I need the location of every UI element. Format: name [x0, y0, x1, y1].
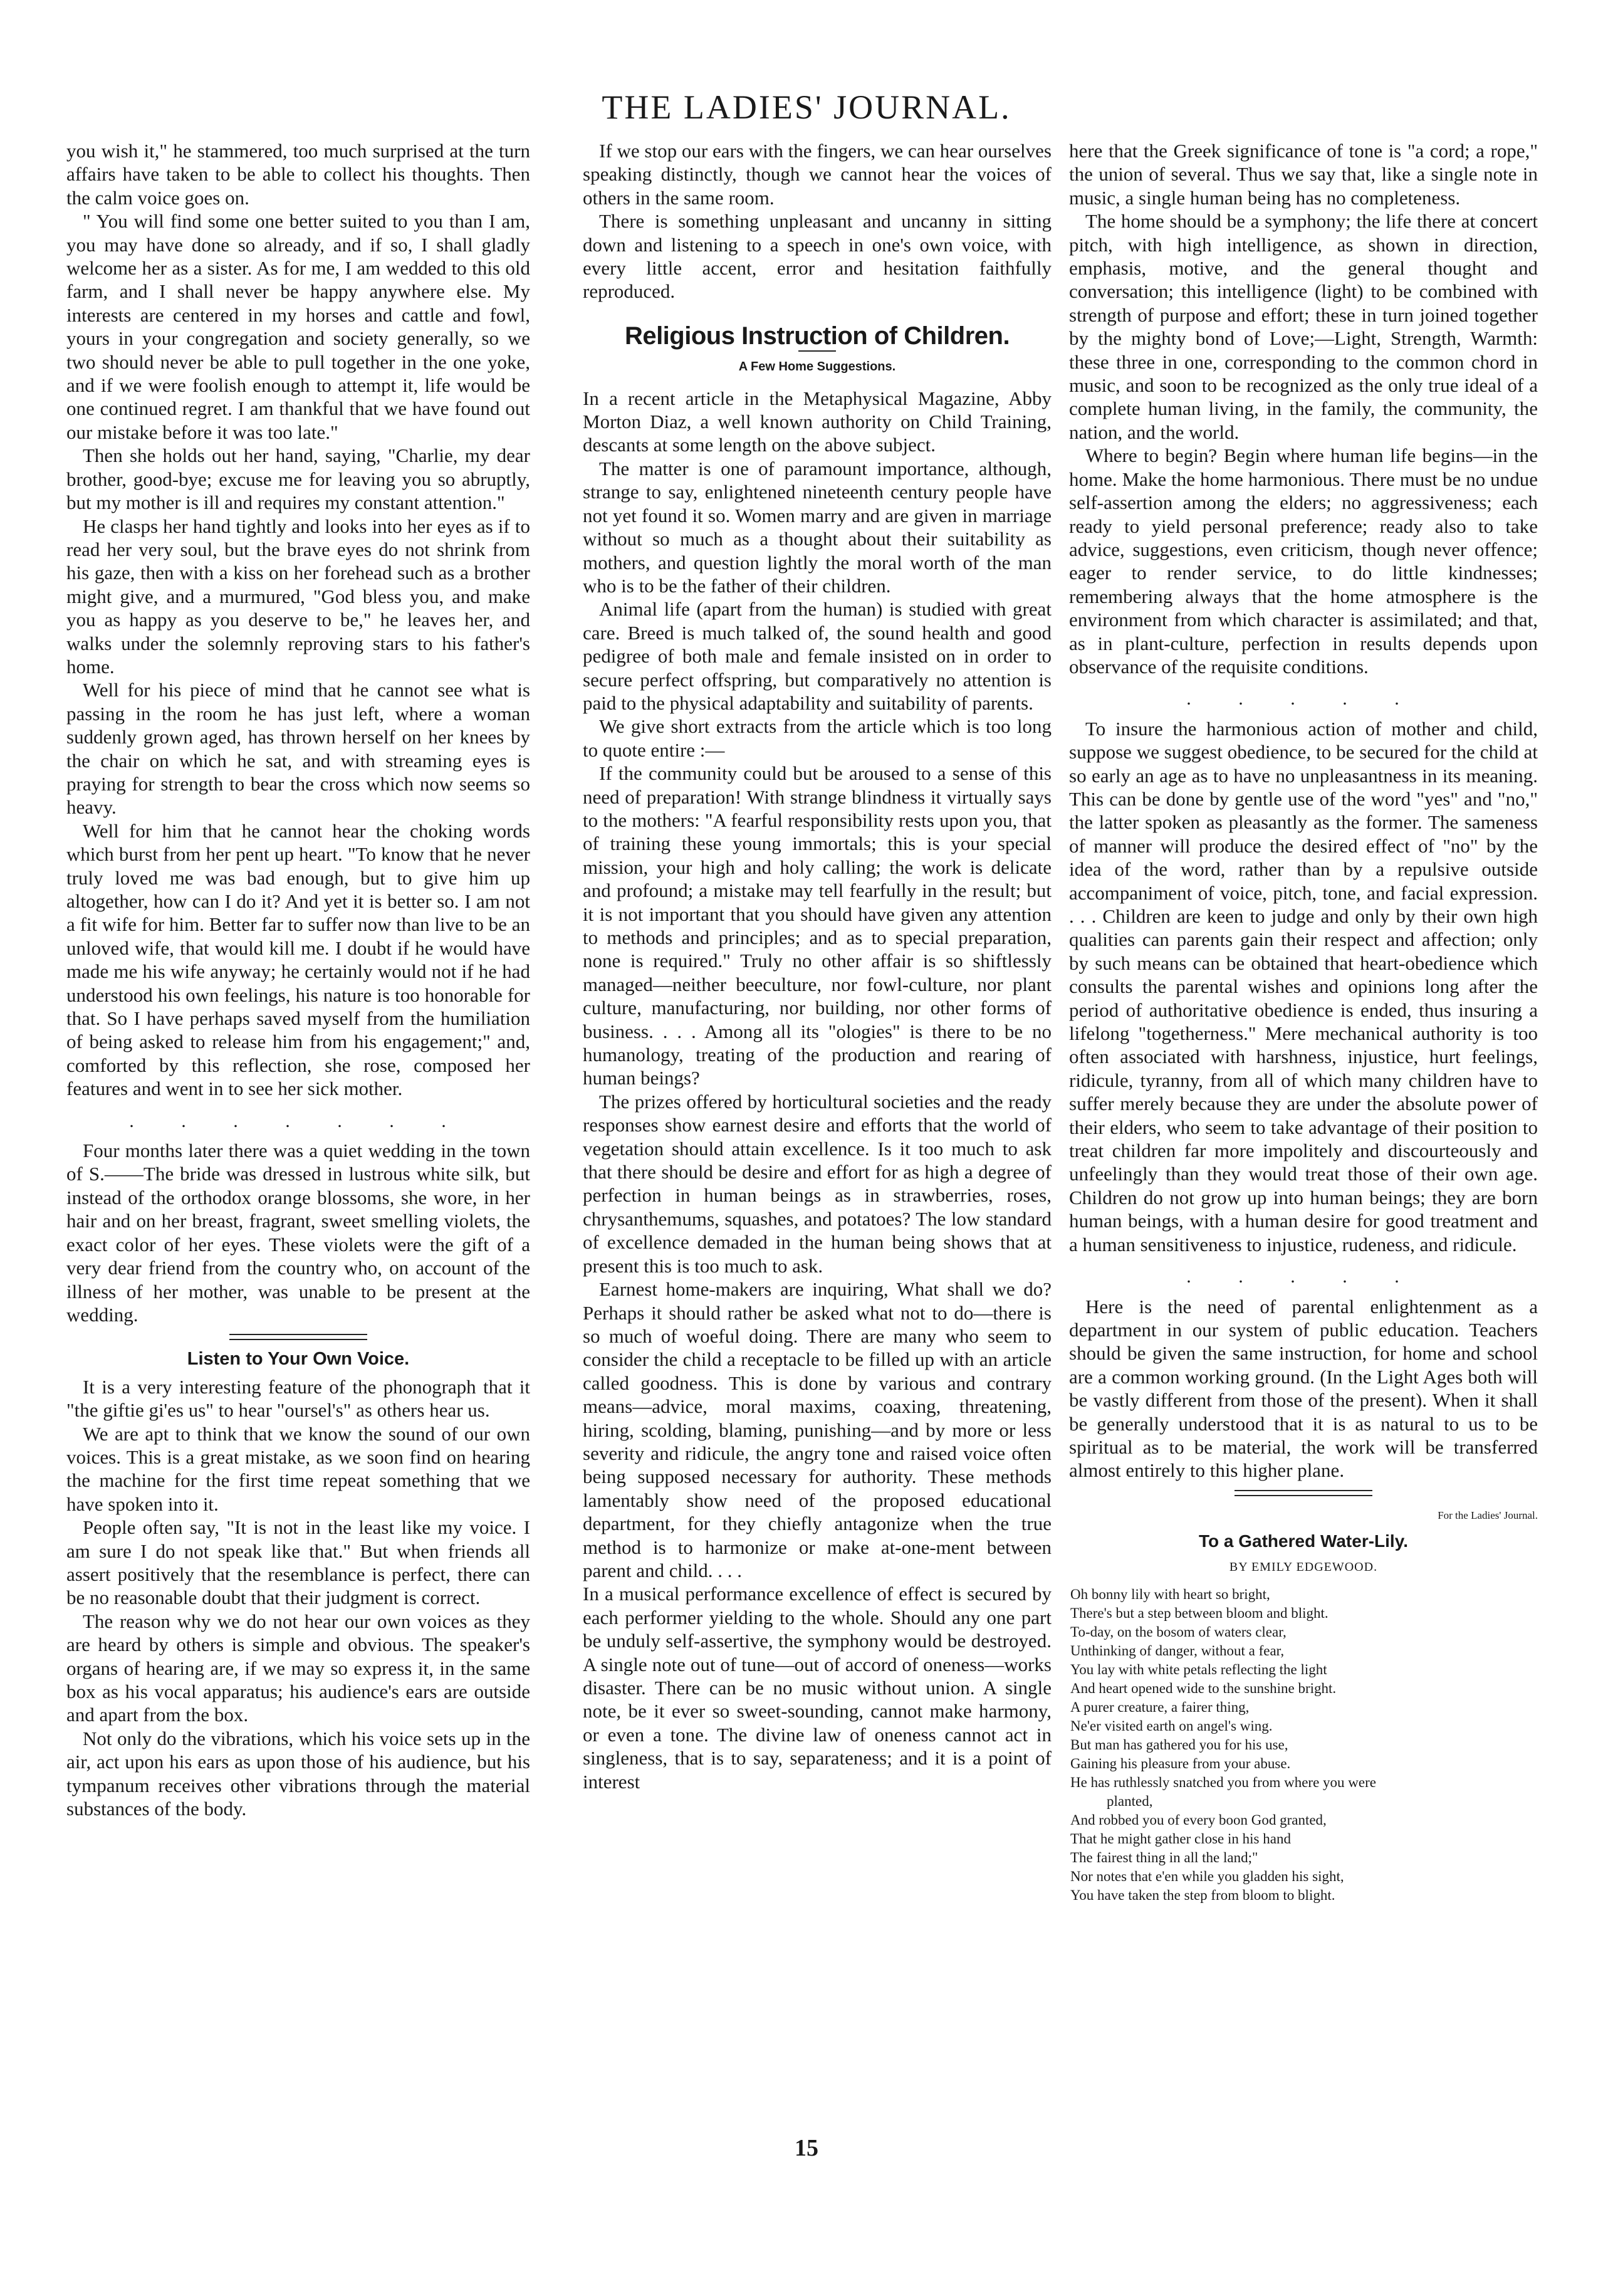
poem-credit: For the Ladies' Journal.: [1438, 1509, 1538, 1521]
paragraph: To insure the harmonious action of mother and child, suppose we suggest obedience, to be secured for the child at so early an age as to have no unpleasantness in its meaning. This can be done by gentle use of the word "yes" and "no," the latter spoken as pleasantly as the former. The sameness of manner will produce the desired effect of "no" by the idea of the word, rather than by a repulsive outside accompaniment of voice, pitch, tone, and facial expression. . . . Children are keen to judge and only by their own high qualities can parents gain their respect and affection; only by such means can be obtained that heart-obedience which consults the parental wishes and opinions long after the period of authoritative obedience is ended, thus insuring a lifelong "togetherness." Mere mechanical authority is too often associated with harshness, injustice, hurt feelings, ridicule, tyranny, from all of which many children have to suffer merely because they are under the absolute power of their elders, who seem to take advantage of their position to treat children far more impolitely and discourteously and unfeelingly than they would treat those of their own age. Children do not grow up into human beings; they are born human beings, with a human desire for good treatment and a human sensitiveness to injustice, rudeness, and ridicule.: [1069, 717, 1538, 1255]
paragraph: People often say, "It is not in the least like my voice. I am sure I do not speak like that." But when friends all assert positively that the resemblance is perfect, there can be no reasonable doubt that their judgment is correct.: [66, 1516, 530, 1609]
paragraph: He clasps her hand tightly and looks into her eyes as if to read her very soul, but the brave eyes do not shrink from his gaze, then with a kiss on her forehead such as a brother might give, and a murmured, "God bless you, and make you as happy as you deserve to be," he leaves her, and walks under the solemnly reproving stars to his father's home.: [66, 515, 530, 678]
poem-line: That he might gather close in his hand: [1070, 1830, 1291, 1847]
section-break-dots: . . . . .: [1186, 1266, 1421, 1287]
poem-line: You lay with white petals reflecting the light: [1070, 1661, 1327, 1677]
paragraph: The prizes offered by horticultural societies and the ready responses show earnest desire and efforts that the world of vegetation should attain excellence. Is it too much to ask that there should be desire and effort for as high a degree of perfection in human beings as in strawberries, roses, chrysanthemums, squashes, and potatoes? The low standard of excellence demaded in the human being shows that at present this is too much to ask.: [583, 1090, 1052, 1277]
paragraph: The matter is one of paramount importance, although, strange to say, enlightened nineteenth century people have not yet found it so. Women marry and are given in marriage without so much as a thought about their suitability as mothers, and question lightly the moral worth of the man who is to be the father of their children.: [583, 457, 1052, 597]
poem-line: Oh bonny lily with heart so bright,: [1070, 1586, 1270, 1602]
paragraph: The home should be a symphony; the life there at concert pitch, with high intelligence, as shown in direction, emphasis, motive, and the general thought and conversation; this intelligence (light) to be combined with strength of purpose and effort; these in turn joined together by the mighty bond of Love;—Light, Strength, Warmth: these three in one, corresponding to the common chord in music, and soon to be recognized as the only true ideal of a complete human living, in the family, the community, the nation, and the world.: [1069, 210, 1538, 443]
poem-line: And heart opened wide to the sunshine bright.: [1070, 1680, 1337, 1696]
poem-body: [1069, 1585, 1538, 1905]
paragraph: Not only do the vibrations, which his voice sets up in the air, act upon his ears as upon those of his audience, but his tympanum receives other vibrations through the material substances of the body.: [66, 1727, 530, 1820]
poem-line: Ne'er visited earth on angel's wing.: [1070, 1717, 1273, 1734]
paragraph: Four months later there was a quiet wedding in the town of S.——The bride was dressed in lustrous white silk, but instead of the orthodox orange blossoms, she wore, in her hair and on her breast, fragrant, sweet smelling violets, the exact color of her eyes. These violets were the gift of a very dear friend from the country who, on account of the illness of her mother, was unable to be present at the wedding.: [66, 1140, 530, 1326]
paragraph: We are apt to think that we know the sound of our own voices. This is a great mistake, as we soon find on hearing the machine for the first time repeat something that we have spoken into it.: [66, 1422, 530, 1515]
column-2: [583, 139, 1052, 2149]
paragraph: If we stop our ears with the fingers, we can hear ourselves speaking distinctly, though we cannot hear the voices of others in the same room.: [583, 140, 1052, 209]
poem-line: You have taken the step from bloom to blight.: [1070, 1887, 1335, 1903]
poem-line: And robbed you of every boon God granted,: [1070, 1811, 1327, 1828]
page-number: 15: [795, 2135, 818, 2161]
poem-line: To-day, on the bosom of waters clear,: [1070, 1623, 1287, 1640]
paragraph: Well for him that he cannot hear the choking words which burst from her pent up heart. "To know that he never truly loved me was bad enough, but to give him up altogether, how can I do it? And yet it is better so. I am not a fit wife for him. Better far to suffer now than live to be an unloved wife, that would kill me. I doubt if he would have made me his wife anyway; he certainly would not if he had understood his own feelings, his nature is too honorable for that. So I have perhaps saved myself from the humiliation of being asked to release him from his engagement;" and, comforted by this reflection, she rose, composed her features and went in to see her sick mother.: [66, 819, 530, 1100]
paragraph: In a musical performance excellence of effect is secured by each performer yielding to the whole. Should any one part be unduly self-assertive, the symphony would be destroyed. A single note out of tune—out of accord of oneness—works disaster. There can be no music without union. A single note, be it ever so sweet-sounding, cannot make harmony, or even a tone. The divine law of oneness cannot act in singleness, that is to say, separateness; and it is a point of interest: [583, 1583, 1052, 1793]
article-title: Religious Instruction of Children.: [624, 322, 1010, 350]
poem-line: The fairest thing in all the land;": [1070, 1849, 1258, 1865]
column-1: [66, 139, 530, 2149]
paragraph: We give short extracts from the article which is too long to quote entire :—: [583, 715, 1052, 761]
paragraph: There is something unpleasant and uncanny in sitting down and listening to a speech in one's own voice, with every little accent, error and hesitation faithfully reproduced.: [583, 210, 1052, 303]
paragraph: Earnest home-makers are inquiring, What shall we do? Perhaps it should rather be asked what not to do—there is so much of woeful doing. There are many who seem to consider the child a receptacle to be filled up with an article called goodness. This is done by various and contrary means—advice, moral maxims, coaxing, threatening, hiring, scolding, blaming, punishing—and by more or less severity and ridicule, the angry tone and raised voice often being supposed necessary for authority. These methods lamentably show need of the proposed educational department, for they chiefly antagonize when the true method is to harmonize or make at-one-ment between parent and child. . . .: [583, 1278, 1052, 1581]
poem-line: Unthinking of danger, without a fear,: [1070, 1642, 1285, 1659]
double-rule-divider: [1235, 1490, 1372, 1496]
paragraph: In a recent article in the Metaphysical Magazine, Abby Morton Diaz, a well known authority on Child Training, descants at some length on the above subject.: [583, 387, 1052, 456]
poem-line: planted,: [1107, 1793, 1153, 1809]
column-3: [1069, 139, 1538, 2149]
paragraph: Well for his piece of mind that he cannot see what is passing in the room he has just left, where a woman suddenly grown aged, has thrown herself on her knees by the chair on which he sat, and with streaming eyes is praying for strength to bear the cross which now seems so heavy.: [66, 679, 530, 819]
paragraph: Then she holds out her hand, saying, "Charlie, my dear brother, good-bye; excuse me for leaving you so abruptly, but my mother is ill and requires my constant attention.": [66, 444, 530, 514]
paragraph: " You will find some one better suited to you than I am, you may have done so already, and if so, I shall gladly welcome her as a sister. As for me, I am wedded to this old farm, and I shall never be happy anywhere else. My interests are centered in my horses and cattle and fowl, yours in your congregation and society generally, so we two should never be able to pull together in the one yoke, and if we were foolish enough to attempt it, life would be one continued regret. I am thankful that we have found out our mistake before it was too late.": [66, 210, 530, 443]
paragraph: If the community could but be aroused to a sense of this need of preparation! With strange blindness it virtually says to the mothers: "A fearful responsibility rests upon you, that of training these young immortals; this is your special mission, your high and holy calling; the work is delicate and profound; a mistake may tell fearfully in the result; but it is not important that you should have given any attention to methods and principles; and as to special preparation, none is required." Truly no other affair is so shiftlessly managed—neither beeculture, nor fowl-culture, nor plant culture, manufacturing, nor building, nor other forms of business. . . . Among all its "ologies" is there to be no humanology, treating of the production and rearing of human beings?: [583, 762, 1052, 1089]
poem-title: To a Gathered Water-Lily.: [1199, 1531, 1408, 1551]
poem-line: Gaining his pleasure from your abuse.: [1070, 1755, 1291, 1771]
paragraph: The reason why we do not hear our own voices as they are heard by others is simple and obvious. The speaker's organs of hearing are, if we may so express it, in the same box as his vocal apparatus; his audience's ears are outside and apart from the box.: [66, 1610, 530, 1726]
section-title: Listen to Your Own Voice.: [187, 1349, 410, 1370]
poem-line: He has ruthlessly snatched you from where you were: [1070, 1774, 1376, 1790]
poem-line: But man has gathered you for his use,: [1070, 1736, 1288, 1753]
article-subtitle: A Few Home Suggestions.: [738, 360, 896, 374]
poem-line: There's but a step between bloom and blight.: [1070, 1605, 1329, 1621]
paragraph: here that the Greek significance of tone is "a cord; a rope," the union of several. Thus we say that, like a single note in music, a single human being has no completeness.: [1069, 140, 1538, 209]
title-rule: [798, 350, 836, 352]
poem-line: Nor notes that e'en while you gladden his sight,: [1070, 1868, 1344, 1884]
poem-author: BY EMILY EDGEWOOD.: [1229, 1559, 1378, 1574]
section-break-dots: . . . . .: [1186, 688, 1421, 710]
section-break-dots: . . . . . . .: [129, 1110, 467, 1131]
paragraph: you wish it," he stammered, too much surprised at the turn affairs have taken to be able to collect his thoughts. Then the calm voice goes on.: [66, 140, 530, 209]
paragraph: Animal life (apart from the human) is studied with great care. Breed is much talked of, the sound health and good pedigree of both male and female insisted on in order to secure perfect offspring, but comparatively no attention is paid to the physical adaptability and suitability of parents.: [583, 598, 1052, 714]
paragraph: Here is the need of parental enlightenment as a department in our system of public education. Teachers should be given the same instruction, for home and school are a common working ground. (In the Light Ages both will be vastly different from those of the present). When it shall be generally understood that it is as natural to us to be spiritual as to be material, the work will be transferred almost entirely to this higher plane.: [1069, 1295, 1538, 1482]
masthead-title: THE LADIES' JOURNAL.: [602, 88, 1011, 126]
poem-line: A purer creature, a fairer thing,: [1070, 1699, 1250, 1715]
story-continuation: [66, 139, 530, 1101]
paragraph: Where to begin? Begin where human life begins—in the home. Make the home harmonious. There must be no undue self-assertion among the elders; no aggressiveness; each ready to yield personal preference; ready also to take advice, suggestions, even criticism, though never offence; eager to render service, to do little kindnesses; remembering always that the home atmosphere is the environment from which character is assimilated; and that, as in plant-culture, perfection in results depends upon observance of the requisite conditions.: [1069, 444, 1538, 678]
paragraph: It is a very interesting feature of the phonograph that it "the giftie gi'es us" to hear "oursel's" as others hear us.: [66, 1375, 530, 1422]
double-rule-divider: [229, 1334, 367, 1340]
